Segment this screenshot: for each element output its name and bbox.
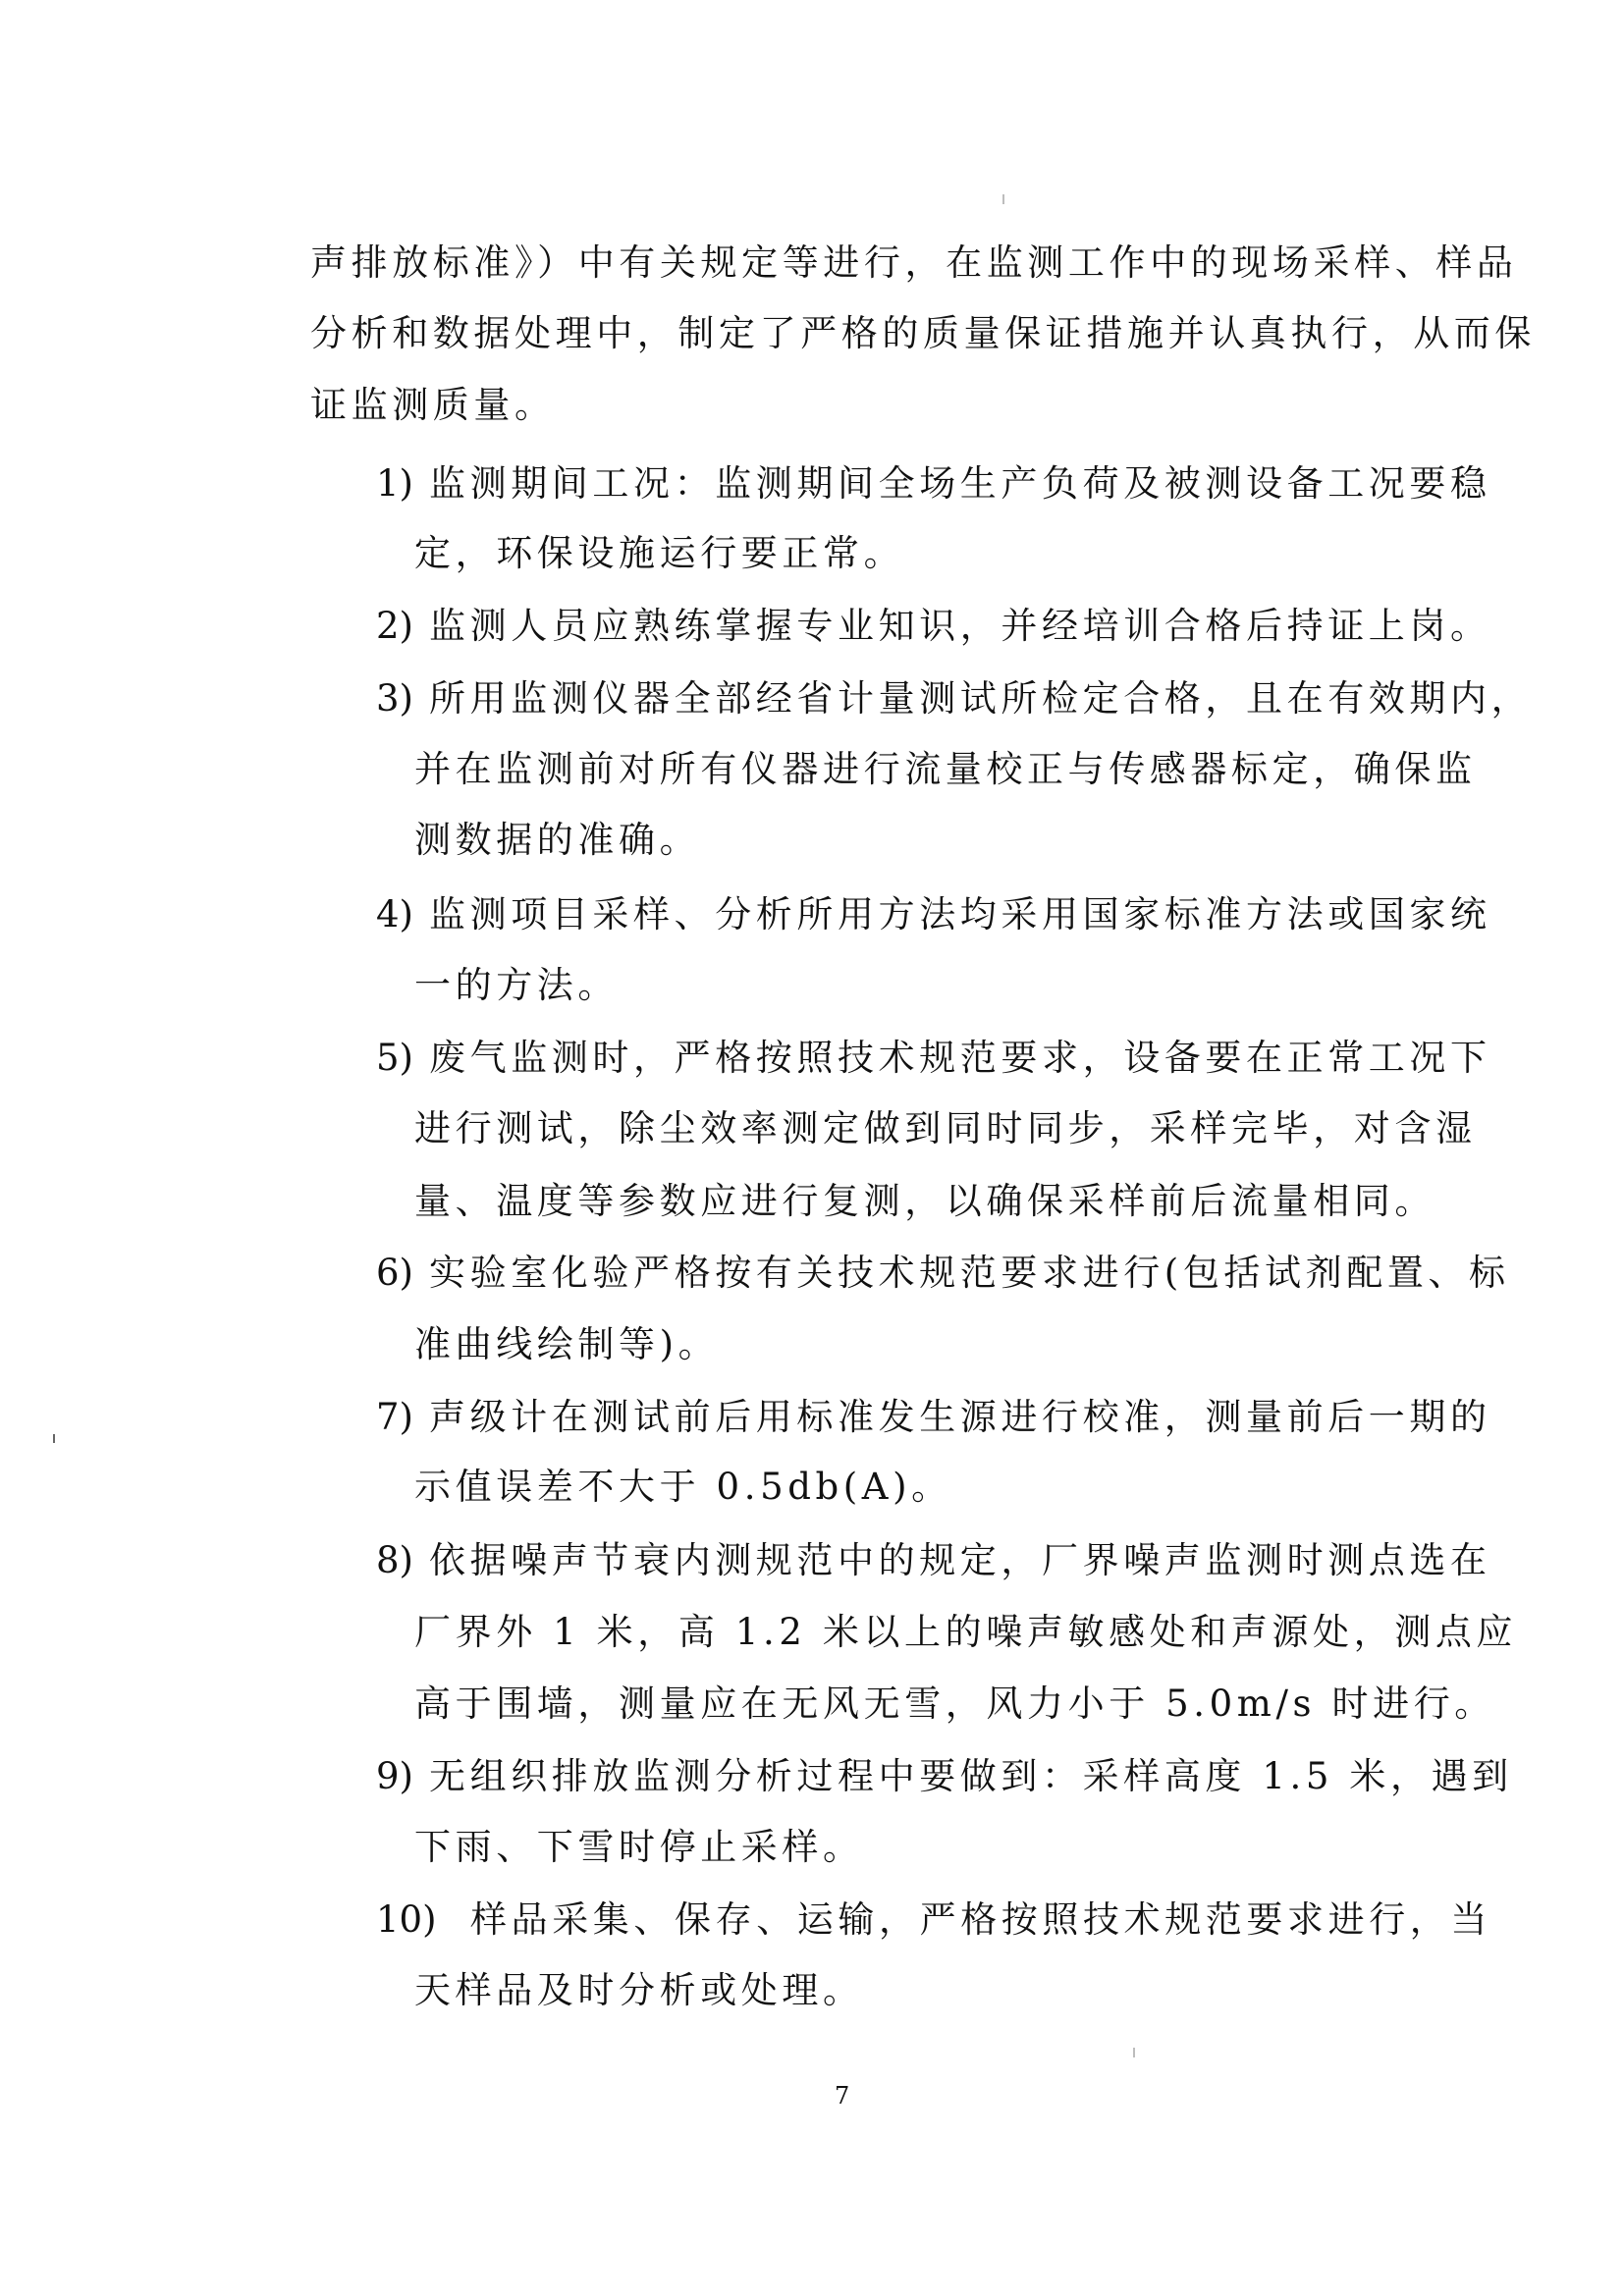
item-8-number: 8)	[376, 1539, 413, 1581]
item-6-number: 6)	[376, 1252, 413, 1294]
scan-mark-bottom	[1133, 2048, 1135, 2057]
item-3-line-3: 测数据的准确。	[414, 819, 701, 861]
item-1-line-1: 监测期间工况：监测期间全场生产负荷及被测设备工况要稳	[429, 462, 1491, 505]
item-9-number: 9)	[376, 1755, 413, 1797]
item-3-line-2: 并在监测前对所有仪器进行流量校正与传感器标定，确保监	[414, 748, 1477, 790]
scan-mark-left	[53, 1434, 55, 1443]
item-10-number: 10)	[376, 1898, 437, 1941]
item-1-number: 1)	[376, 462, 413, 505]
item-9-line-1: 无组织排放监测分析过程中要做到：采样高度 1.5 米，遇到	[429, 1755, 1513, 1797]
intro-line-3: 证监测质量。	[310, 384, 556, 426]
item-5-line-1: 废气监测时，严格按照技术规范要求，设备要在正常工况下	[429, 1037, 1491, 1079]
item-2-number: 2)	[376, 605, 413, 647]
item-10-line-1: 样品采集、保存、运输，严格按照技术规范要求进行，当	[470, 1898, 1491, 1941]
item-10-line-2: 天样品及时分析或处理。	[414, 1969, 864, 2011]
item-3-number: 3)	[376, 677, 413, 720]
intro-line-2: 分析和数据处理中，制定了严格的质量保证措施并认真执行，从而保	[310, 312, 1536, 354]
item-8-line-2: 厂界外 1 米，高 1.2 米以上的噪声敏感处和声源处，测点应	[414, 1611, 1518, 1653]
item-5-number: 5)	[376, 1037, 413, 1079]
item-4-line-1: 监测项目采样、分析所用方法均采用国家标准方法或国家统	[429, 893, 1491, 935]
item-2-line-1: 监测人员应熟练掌握专业知识，并经培训合格后持证上岗。	[429, 605, 1491, 647]
item-8-line-1: 依据噪声节衰内测规范中的规定，厂界噪声监测时测点选在	[429, 1539, 1491, 1581]
item-1-line-2: 定，环保设施运行要正常。	[414, 532, 905, 574]
item-5-line-2: 进行测试，除尘效率测定做到同时同步，采样完毕，对含湿	[414, 1107, 1477, 1149]
item-7-number: 7)	[376, 1396, 413, 1438]
intro-line-1: 声排放标准》）中有关规定等进行，在监测工作中的现场采样、样品	[310, 241, 1518, 284]
scan-mark-top	[1002, 194, 1004, 204]
item-5-line-3: 量、温度等参数应进行复测，以确保采样前后流量相同。	[414, 1180, 1435, 1222]
item-3-line-1: 所用监测仪器全部经省计量测试所检定合格，且在有效期内，	[429, 677, 1533, 720]
item-6-line-2: 准曲线绘制等)。	[414, 1323, 720, 1365]
item-6-line-1: 实验室化验严格按有关技术规范要求进行(包括试剂配置、标	[429, 1252, 1510, 1294]
page-number: 7	[835, 2082, 850, 2109]
item-4-line-2: 一的方法。	[414, 964, 619, 1006]
item-9-line-2: 下雨、下雪时停止采样。	[414, 1826, 864, 1868]
item-7-line-1: 声级计在测试前后用标准发生源进行校准，测量前后一期的	[429, 1396, 1491, 1438]
item-7-line-2: 示值误差不大于 0.5db(A)。	[414, 1466, 952, 1508]
item-8-line-3: 高于围墙，测量应在无风无雪，风力小于 5.0m/s 时进行。	[414, 1682, 1495, 1725]
item-4-number: 4)	[376, 893, 413, 935]
